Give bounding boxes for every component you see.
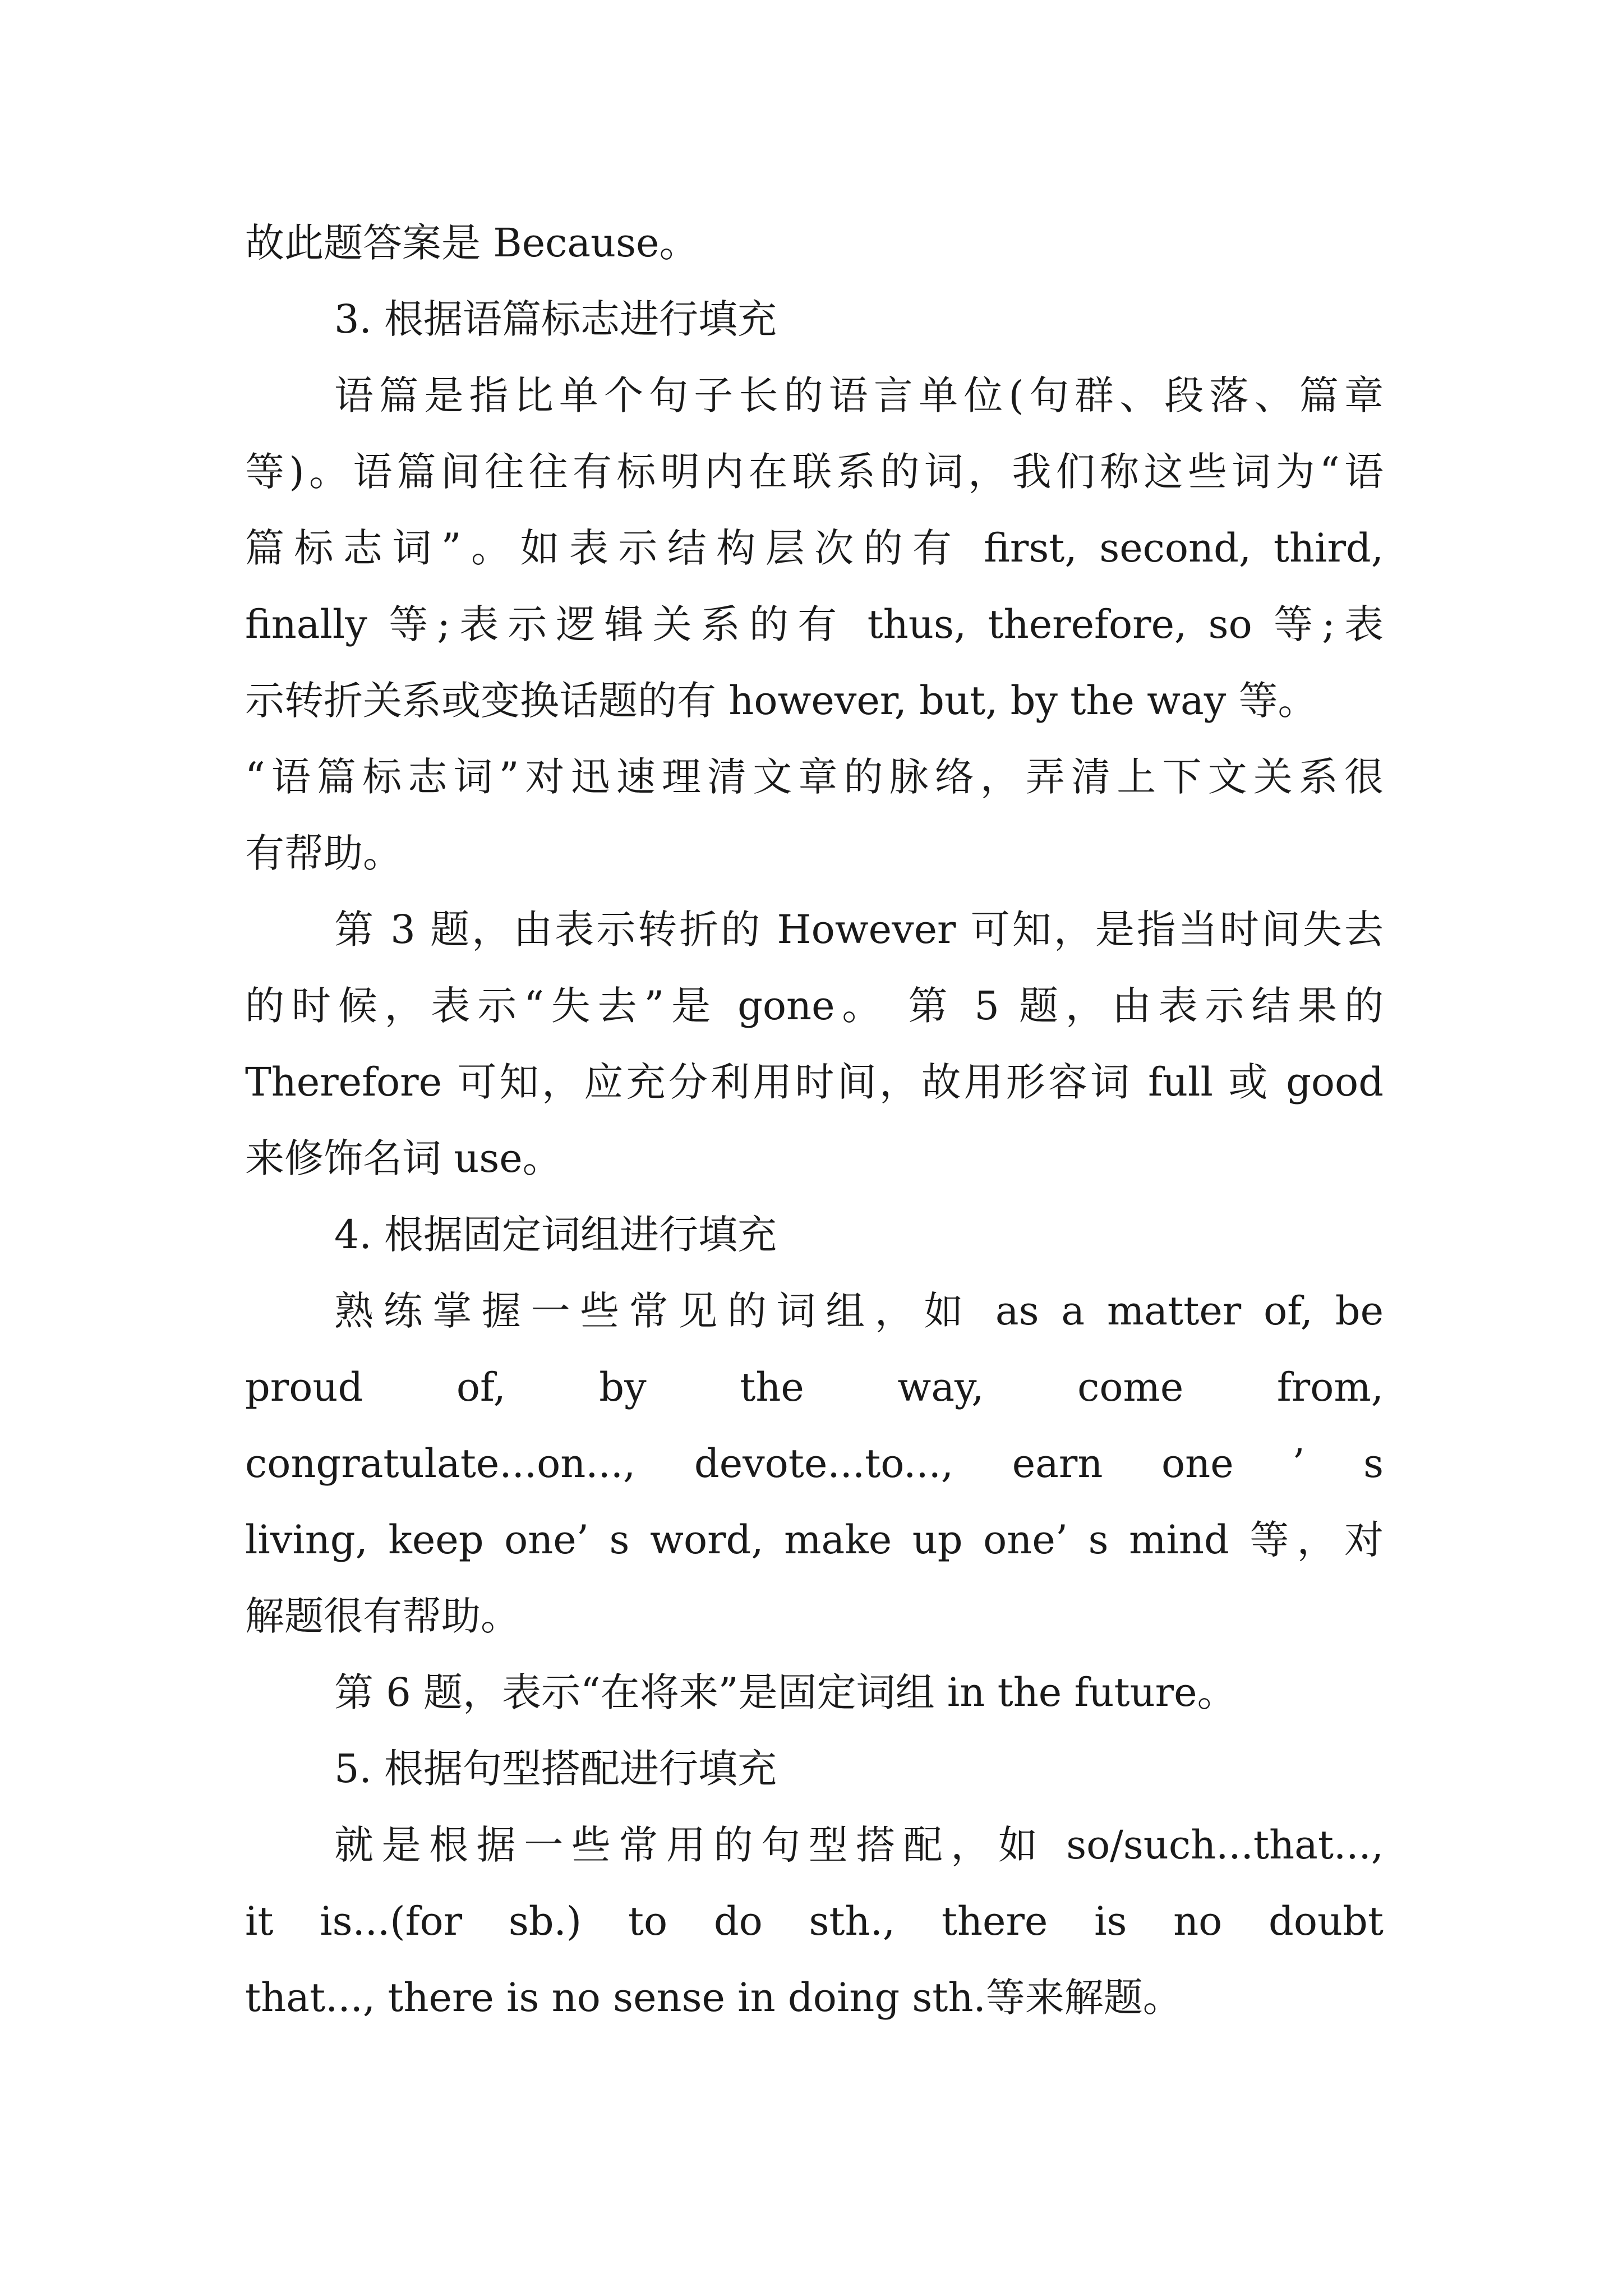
text-line-7: 示转折关系或变换话题的有 however, but, by the way 等。 (245, 678, 1317, 724)
text-line-15: 熟练掌握一些常见的词组，如 as a matter of, be (334, 1288, 1384, 1334)
section-heading-4: 4. 根据固定词组进行填充 (334, 1212, 777, 1258)
text-line-13: 来修饰名词 use。 (245, 1135, 562, 1181)
text-line-17: congratulate...on..., devote...to..., earn one ’ s (245, 1441, 1384, 1487)
text-line-18: living, keep one’ s word, make up one’ s mind 等，对 (245, 1517, 1384, 1563)
text-line-12: Therefore 可知，应充分利用时间，故用形容词 full 或 good (245, 1059, 1384, 1105)
section-heading-3: 3. 根据语篇标志进行填充 (334, 296, 777, 342)
text-line-22: 就是根据一些常用的句型搭配，如 so/such...that..., (334, 1822, 1384, 1868)
text-line-19: 解题很有帮助。 (245, 1593, 520, 1639)
section-heading-5: 5. 根据句型搭配进行填充 (334, 1746, 777, 1792)
text-line-5: 篇标志词”。如表示结构层次的有 first, second, third, (245, 525, 1384, 571)
text-line-23: it is...(for sb.) to do sth., there is no doubt (245, 1898, 1384, 1944)
text-line-4: 等)。语篇间往往有标明内在联系的词，我们称这些词为“语 (245, 449, 1384, 495)
text-line-9: 有帮助。 (245, 830, 402, 876)
text-line-1: 故此题答案是 Because。 (245, 220, 699, 266)
text-line-11: 的时候，表示“失去”是 gone。 第 5 题，由表示结果的 (245, 983, 1384, 1029)
text-line-24: that..., there is no sense in doing sth.等来解题。 (245, 1975, 1182, 2021)
text-line-3: 语篇是指比单个句子长的语言单位(句群、段落、篇章 (334, 372, 1384, 418)
text-line-8: “语篇标志词”对迅速理清文章的脉络，弄清上下文关系很 (245, 754, 1384, 800)
text-line-10: 第 3 题，由表示转折的 However 可知，是指当时间失去 (334, 907, 1384, 953)
text-line-20: 第 6 题，表示“在将来”是固定词组 in the future。 (334, 1669, 1237, 1715)
text-line-16: proud of, by the way, come from, (245, 1364, 1384, 1410)
text-line-6: finally 等;表示逻辑关系的有 thus, therefore, so 等;表 (245, 601, 1384, 647)
